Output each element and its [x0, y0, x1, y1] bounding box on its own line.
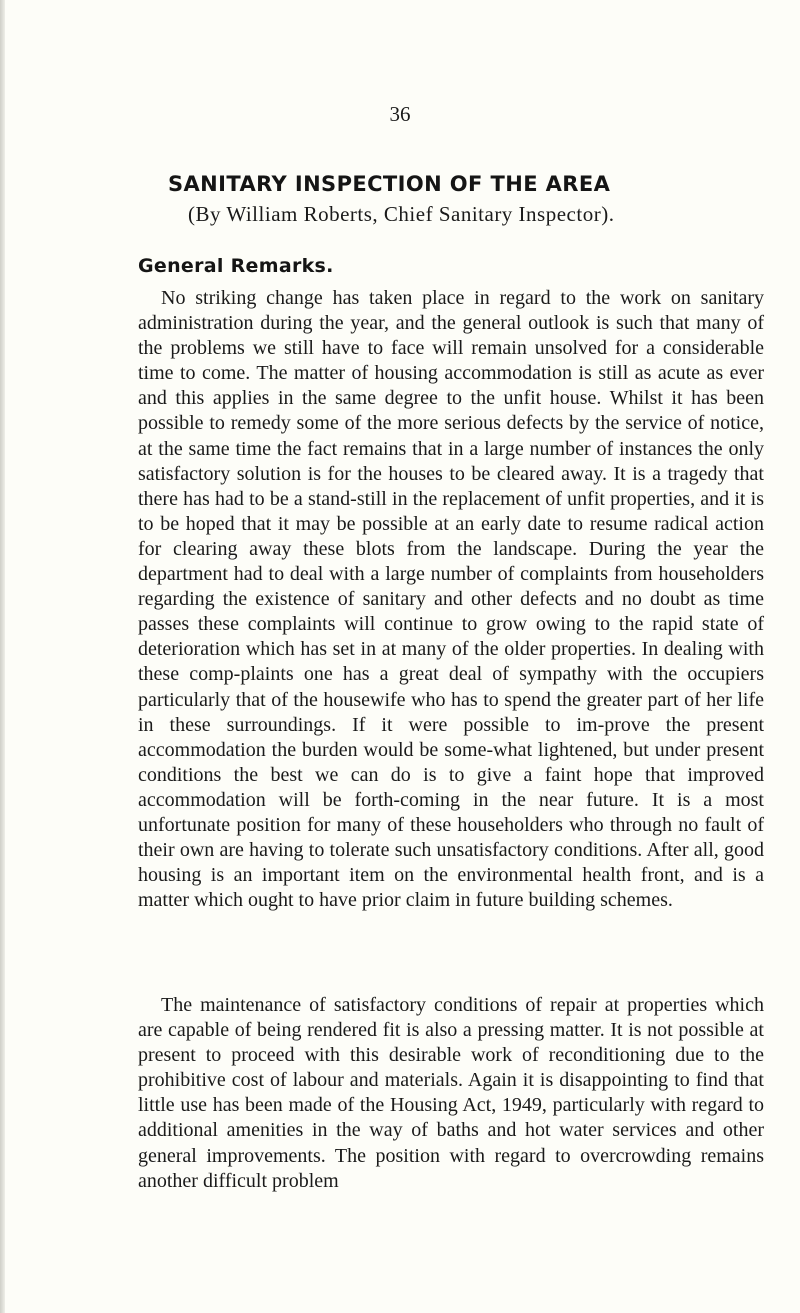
author-byline: (By William Roberts, Chief Sanitary Inspector).: [188, 202, 615, 226]
section-heading: General Remarks.: [138, 255, 334, 277]
page-title: SANITARY INSPECTION OF THE AREA: [168, 172, 611, 196]
body-paragraph: No striking change has taken place in regard to the work on sanitary administration during the year, and the general outlook is such that many of the problems we still have to face will remain unsolved for a considerable time to come. The matter of housing accommodation is still as acute as ever and this applies in the same degree to the unfit house. Whilst it has been possible to remedy some of the more serious defects by the service of notice, at the same time the fact remains that in a large number of instances the only satisfactory solution is for the houses to be cleared away. It is a tragedy that there has had to be a stand-still in the replacement of unfit properties, and it is to be hoped that it may be possible at an early date to resume radical action for clearing away these blots from the landscape. During the year the department had to deal with a large number of complaints from householders regarding the existence of sanitary and other defects and no doubt as time passes these complaints will continue to grow owing to the rapid state of deterioration which has set in at many of the older properties. In dealing with these comp-plaints one has a great deal of sympathy with the occupiers particularly that of the housewife who has to spend the greater part of her life in these surroundings. If it were possible to im-prove the present accommodation the burden would be some-what lightened, but under present conditions the best we can do is to give a faint hope that improved accommodation will be forth-coming in the near future. It is a most unfortunate position for many of these householders who through no fault of their own are having to tolerate such unsatisfactory conditions. After all, good housing is an important item on the environmental health front, and is a matter which ought to have prior claim in future building schemes.: [138, 287, 764, 912]
page-edge-shadow: [0, 0, 5, 1313]
page-number: 36: [389, 102, 411, 126]
body-paragraph: The maintenance of satisfactory conditions of repair at properties which are capable of being rendered fit is also a pressing matter. It is not possible at present to proceed with this desirable work of reconditioning due to the prohibitive cost of labour and materials. Again it is disappointing to find that little use has been made of the Housing Act, 1949, particularly with regard to additional amenities in the way of baths and hot water services and other general improvements. The position with regard to overcrowding remains another difficult problem: [138, 994, 764, 1192]
